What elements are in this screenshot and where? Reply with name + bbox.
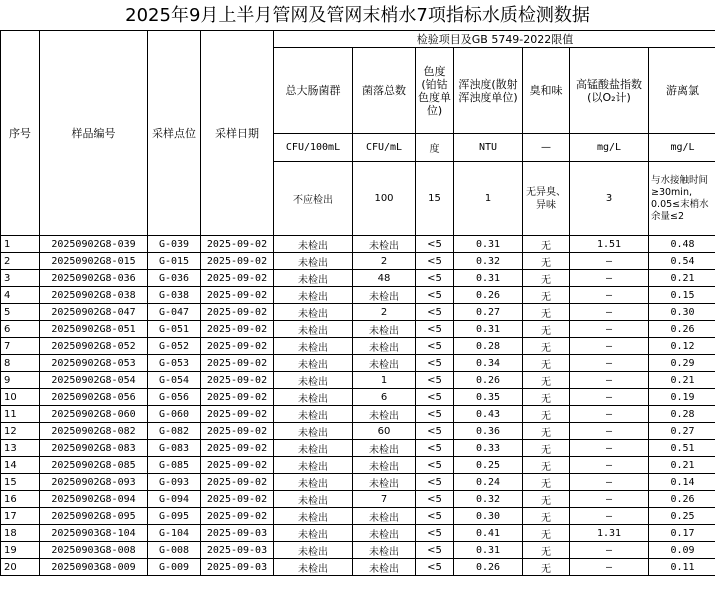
cell-turbidity: 0.31 <box>454 236 523 253</box>
table-row <box>1 525 715 542</box>
cell-color: <5 <box>416 542 454 559</box>
cell-free-chlorine: 0.51 <box>649 440 715 457</box>
header-item-limit: 15 <box>416 162 454 236</box>
cell-free-chlorine: 0.12 <box>649 338 715 355</box>
cell-permanganate: — <box>570 406 649 423</box>
cell-site: G-085 <box>148 457 201 474</box>
cell-free-chlorine: 0.54 <box>649 253 715 270</box>
cell-turbidity: 0.26 <box>454 372 523 389</box>
cell-color: <5 <box>416 457 454 474</box>
cell-color: <5 <box>416 440 454 457</box>
cell-date: 2025-09-02 <box>201 389 274 406</box>
cell-seq: 16 <box>1 491 40 508</box>
cell-free-chlorine: 0.21 <box>649 270 715 287</box>
cell-turbidity: 0.30 <box>454 508 523 525</box>
cell-permanganate: 1.51 <box>570 236 649 253</box>
cell-seq: 10 <box>1 389 40 406</box>
cell-sample-code: 20250902G8-095 <box>40 508 148 525</box>
cell-seq: 4 <box>1 287 40 304</box>
cell-odor: 无 <box>523 304 570 321</box>
cell-site: G-036 <box>148 270 201 287</box>
cell-date: 2025-09-02 <box>201 355 274 372</box>
cell-free-chlorine: 0.09 <box>649 542 715 559</box>
cell-colony-count: 未检出 <box>353 542 416 559</box>
table-row <box>1 321 715 338</box>
cell-coliform: 未检出 <box>274 406 353 423</box>
cell-date: 2025-09-02 <box>201 270 274 287</box>
cell-turbidity: 0.31 <box>454 321 523 338</box>
cell-sample-code: 20250902G8-053 <box>40 355 148 372</box>
cell-date: 2025-09-02 <box>201 253 274 270</box>
cell-sample-code: 20250902G8-051 <box>40 321 148 338</box>
cell-sample-code: 20250903G8-009 <box>40 559 148 576</box>
header-seq: 序号 <box>1 31 40 236</box>
table-row <box>1 304 715 321</box>
cell-turbidity: 0.35 <box>454 389 523 406</box>
cell-colony-count: 60 <box>353 423 416 440</box>
cell-permanganate: — <box>570 474 649 491</box>
cell-colony-count: 未检出 <box>353 287 416 304</box>
cell-colony-count: 未检出 <box>353 355 416 372</box>
cell-sample-code: 20250903G8-008 <box>40 542 148 559</box>
cell-free-chlorine: 0.15 <box>649 287 715 304</box>
cell-site: G-009 <box>148 559 201 576</box>
header-item-unit: 度 <box>416 134 454 162</box>
header-item-limit: 不应检出 <box>274 162 353 236</box>
cell-turbidity: 0.41 <box>454 525 523 542</box>
cell-coliform: 未检出 <box>274 270 353 287</box>
header-item-limit: 3 <box>570 162 649 236</box>
cell-free-chlorine: 0.29 <box>649 355 715 372</box>
cell-coliform: 未检出 <box>274 236 353 253</box>
cell-site: G-082 <box>148 423 201 440</box>
cell-odor: 无 <box>523 287 570 304</box>
cell-free-chlorine: 0.30 <box>649 304 715 321</box>
cell-odor: 无 <box>523 542 570 559</box>
cell-turbidity: 0.43 <box>454 406 523 423</box>
cell-date: 2025-09-02 <box>201 474 274 491</box>
cell-seq: 1 <box>1 236 40 253</box>
cell-colony-count: 未检出 <box>353 440 416 457</box>
cell-colony-count: 未检出 <box>353 508 416 525</box>
header-item-unit: mg/L <box>649 134 715 162</box>
cell-odor: 无 <box>523 474 570 491</box>
cell-seq: 19 <box>1 542 40 559</box>
cell-turbidity: 0.24 <box>454 474 523 491</box>
cell-colony-count: 7 <box>353 491 416 508</box>
cell-site: G-038 <box>148 287 201 304</box>
table-row <box>1 542 715 559</box>
cell-color: <5 <box>416 559 454 576</box>
cell-seq: 7 <box>1 338 40 355</box>
cell-permanganate: — <box>570 304 649 321</box>
cell-site: G-051 <box>148 321 201 338</box>
cell-seq: 3 <box>1 270 40 287</box>
cell-permanganate: — <box>570 372 649 389</box>
table-row <box>1 508 715 525</box>
cell-sample-code: 20250902G8-052 <box>40 338 148 355</box>
cell-colony-count: 未检出 <box>353 321 416 338</box>
cell-odor: 无 <box>523 525 570 542</box>
cell-color: <5 <box>416 287 454 304</box>
cell-colony-count: 2 <box>353 253 416 270</box>
cell-colony-count: 未检出 <box>353 236 416 253</box>
table-row <box>1 491 715 508</box>
cell-site: G-039 <box>148 236 201 253</box>
table-row <box>1 253 715 270</box>
cell-date: 2025-09-03 <box>201 542 274 559</box>
cell-sample-code: 20250902G8-054 <box>40 372 148 389</box>
cell-coliform: 未检出 <box>274 304 353 321</box>
header-item-unit: CFU/100mL <box>274 134 353 162</box>
header-item-name: 总大肠菌群 <box>274 48 353 134</box>
cell-color: <5 <box>416 491 454 508</box>
table-row <box>1 406 715 423</box>
cell-free-chlorine: 0.17 <box>649 525 715 542</box>
cell-coliform: 未检出 <box>274 508 353 525</box>
cell-coliform: 未检出 <box>274 525 353 542</box>
cell-site: G-008 <box>148 542 201 559</box>
cell-color: <5 <box>416 270 454 287</box>
cell-date: 2025-09-02 <box>201 491 274 508</box>
cell-date: 2025-09-02 <box>201 287 274 304</box>
cell-date: 2025-09-02 <box>201 440 274 457</box>
cell-permanganate: — <box>570 338 649 355</box>
header-item-name: 高锰酸盐指数(以O₂计) <box>570 48 649 134</box>
cell-color: <5 <box>416 355 454 372</box>
cell-color: <5 <box>416 389 454 406</box>
table-row <box>1 423 715 440</box>
cell-coliform: 未检出 <box>274 474 353 491</box>
cell-free-chlorine: 0.25 <box>649 508 715 525</box>
cell-permanganate: — <box>570 321 649 338</box>
cell-coliform: 未检出 <box>274 338 353 355</box>
cell-free-chlorine: 0.21 <box>649 372 715 389</box>
cell-seq: 8 <box>1 355 40 372</box>
cell-odor: 无 <box>523 253 570 270</box>
cell-coliform: 未检出 <box>274 372 353 389</box>
water-quality-table <box>0 30 715 576</box>
cell-seq: 20 <box>1 559 40 576</box>
cell-odor: 无 <box>523 508 570 525</box>
cell-turbidity: 0.33 <box>454 440 523 457</box>
cell-odor: 无 <box>523 457 570 474</box>
cell-permanganate: — <box>570 355 649 372</box>
cell-turbidity: 0.26 <box>454 287 523 304</box>
cell-site: G-056 <box>148 389 201 406</box>
cell-free-chlorine: 0.11 <box>649 559 715 576</box>
cell-odor: 无 <box>523 491 570 508</box>
cell-coliform: 未检出 <box>274 457 353 474</box>
header-item-unit: mg/L <box>570 134 649 162</box>
cell-free-chlorine: 0.26 <box>649 321 715 338</box>
cell-odor: 无 <box>523 236 570 253</box>
cell-coliform: 未检出 <box>274 355 353 372</box>
cell-color: <5 <box>416 525 454 542</box>
cell-color: <5 <box>416 338 454 355</box>
cell-free-chlorine: 0.28 <box>649 406 715 423</box>
cell-seq: 17 <box>1 508 40 525</box>
cell-permanganate: — <box>570 457 649 474</box>
table-row <box>1 236 715 253</box>
table-row <box>1 389 715 406</box>
cell-date: 2025-09-02 <box>201 423 274 440</box>
table-row <box>1 287 715 304</box>
cell-coliform: 未检出 <box>274 542 353 559</box>
header-item-unit: CFU/mL <box>353 134 416 162</box>
cell-turbidity: 0.25 <box>454 457 523 474</box>
table-row <box>1 457 715 474</box>
header-item-name: 臭和味 <box>523 48 570 134</box>
header-item-limit: 100 <box>353 162 416 236</box>
cell-site: G-015 <box>148 253 201 270</box>
cell-seq: 2 <box>1 253 40 270</box>
cell-permanganate: — <box>570 542 649 559</box>
cell-sample-code: 20250902G8-093 <box>40 474 148 491</box>
cell-seq: 18 <box>1 525 40 542</box>
cell-turbidity: 0.31 <box>454 542 523 559</box>
cell-site: G-095 <box>148 508 201 525</box>
cell-site: G-054 <box>148 372 201 389</box>
cell-permanganate: — <box>570 559 649 576</box>
header-item-name: 游离氯 <box>649 48 715 134</box>
table-row <box>1 338 715 355</box>
table-row <box>1 440 715 457</box>
cell-sample-code: 20250902G8-082 <box>40 423 148 440</box>
cell-date: 2025-09-02 <box>201 457 274 474</box>
cell-color: <5 <box>416 423 454 440</box>
cell-date: 2025-09-02 <box>201 508 274 525</box>
cell-free-chlorine: 0.48 <box>649 236 715 253</box>
cell-sample-code: 20250903G8-104 <box>40 525 148 542</box>
header-sample-code: 样品编号 <box>40 31 148 236</box>
cell-seq: 13 <box>1 440 40 457</box>
cell-date: 2025-09-02 <box>201 304 274 321</box>
cell-sample-code: 20250902G8-047 <box>40 304 148 321</box>
cell-date: 2025-09-03 <box>201 559 274 576</box>
cell-odor: 无 <box>523 406 570 423</box>
cell-seq: 9 <box>1 372 40 389</box>
table-row <box>1 355 715 372</box>
cell-site: G-083 <box>148 440 201 457</box>
cell-colony-count: 未检出 <box>353 457 416 474</box>
cell-colony-count: 2 <box>353 304 416 321</box>
cell-color: <5 <box>416 406 454 423</box>
cell-odor: 无 <box>523 440 570 457</box>
table-row <box>1 559 715 576</box>
header-site: 采样点位 <box>148 31 201 236</box>
header-item-unit: — <box>523 134 570 162</box>
table-row <box>1 474 715 491</box>
header-item-limit: 1 <box>454 162 523 236</box>
cell-coliform: 未检出 <box>274 423 353 440</box>
cell-colony-count: 未检出 <box>353 338 416 355</box>
cell-site: G-052 <box>148 338 201 355</box>
cell-odor: 无 <box>523 559 570 576</box>
cell-coliform: 未检出 <box>274 559 353 576</box>
cell-color: <5 <box>416 372 454 389</box>
page-title: 2025年9月上半月管网及管网末梢水7项指标水质检测数据 <box>125 5 590 26</box>
header-item-name: 浑浊度(散射浑浊度单位) <box>454 48 523 134</box>
cell-sample-code: 20250902G8-039 <box>40 236 148 253</box>
cell-turbidity: 0.34 <box>454 355 523 372</box>
cell-seq: 14 <box>1 457 40 474</box>
cell-color: <5 <box>416 236 454 253</box>
cell-turbidity: 0.27 <box>454 304 523 321</box>
cell-odor: 无 <box>523 372 570 389</box>
cell-odor: 无 <box>523 389 570 406</box>
cell-free-chlorine: 0.14 <box>649 474 715 491</box>
cell-date: 2025-09-02 <box>201 321 274 338</box>
cell-odor: 无 <box>523 423 570 440</box>
cell-odor: 无 <box>523 355 570 372</box>
table-row <box>1 372 715 389</box>
cell-sample-code: 20250902G8-083 <box>40 440 148 457</box>
cell-permanganate: — <box>570 508 649 525</box>
header-item-limit: 与水接触时间≥30min, 0.05≤末梢水余量≤2 <box>649 162 715 236</box>
cell-coliform: 未检出 <box>274 491 353 508</box>
cell-turbidity: 0.26 <box>454 559 523 576</box>
cell-odor: 无 <box>523 338 570 355</box>
header-item-name: 菌落总数 <box>353 48 416 134</box>
cell-sample-code: 20250902G8-056 <box>40 389 148 406</box>
cell-seq: 11 <box>1 406 40 423</box>
cell-date: 2025-09-03 <box>201 525 274 542</box>
cell-turbidity: 0.31 <box>454 270 523 287</box>
table-row <box>1 270 715 287</box>
header-limit-group: 检验项目及GB 5749-2022限值 <box>274 31 715 48</box>
header-date: 采样日期 <box>201 31 274 236</box>
cell-site: G-094 <box>148 491 201 508</box>
cell-free-chlorine: 0.26 <box>649 491 715 508</box>
cell-permanganate: 1.31 <box>570 525 649 542</box>
cell-turbidity: 0.36 <box>454 423 523 440</box>
cell-site: G-104 <box>148 525 201 542</box>
cell-seq: 15 <box>1 474 40 491</box>
cell-free-chlorine: 0.19 <box>649 389 715 406</box>
cell-color: <5 <box>416 304 454 321</box>
header-item-name: 色度(铂钴色度单位) <box>416 48 454 134</box>
cell-colony-count: 1 <box>353 372 416 389</box>
cell-colony-count: 未检出 <box>353 559 416 576</box>
cell-colony-count: 6 <box>353 389 416 406</box>
cell-site: G-060 <box>148 406 201 423</box>
cell-permanganate: — <box>570 440 649 457</box>
cell-sample-code: 20250902G8-036 <box>40 270 148 287</box>
cell-date: 2025-09-02 <box>201 406 274 423</box>
cell-permanganate: — <box>570 389 649 406</box>
cell-odor: 无 <box>523 321 570 338</box>
cell-coliform: 未检出 <box>274 389 353 406</box>
cell-coliform: 未检出 <box>274 253 353 270</box>
cell-seq: 5 <box>1 304 40 321</box>
cell-coliform: 未检出 <box>274 440 353 457</box>
header-item-unit: NTU <box>454 134 523 162</box>
cell-seq: 12 <box>1 423 40 440</box>
cell-seq: 6 <box>1 321 40 338</box>
cell-permanganate: — <box>570 270 649 287</box>
cell-turbidity: 0.32 <box>454 253 523 270</box>
cell-sample-code: 20250902G8-085 <box>40 457 148 474</box>
cell-turbidity: 0.28 <box>454 338 523 355</box>
cell-permanganate: — <box>570 253 649 270</box>
cell-sample-code: 20250902G8-094 <box>40 491 148 508</box>
cell-date: 2025-09-02 <box>201 338 274 355</box>
cell-site: G-047 <box>148 304 201 321</box>
cell-coliform: 未检出 <box>274 287 353 304</box>
cell-date: 2025-09-02 <box>201 372 274 389</box>
cell-color: <5 <box>416 474 454 491</box>
cell-colony-count: 未检出 <box>353 406 416 423</box>
cell-coliform: 未检出 <box>274 321 353 338</box>
cell-permanganate: — <box>570 491 649 508</box>
cell-sample-code: 20250902G8-060 <box>40 406 148 423</box>
cell-colony-count: 未检出 <box>353 474 416 491</box>
cell-colony-count: 48 <box>353 270 416 287</box>
header-item-limit: 无异臭、异味 <box>523 162 570 236</box>
cell-color: <5 <box>416 321 454 338</box>
cell-site: G-093 <box>148 474 201 491</box>
cell-turbidity: 0.32 <box>454 491 523 508</box>
cell-odor: 无 <box>523 270 570 287</box>
cell-color: <5 <box>416 253 454 270</box>
cell-sample-code: 20250902G8-038 <box>40 287 148 304</box>
cell-free-chlorine: 0.27 <box>649 423 715 440</box>
cell-site: G-053 <box>148 355 201 372</box>
cell-color: <5 <box>416 508 454 525</box>
cell-colony-count: 未检出 <box>353 525 416 542</box>
cell-free-chlorine: 0.21 <box>649 457 715 474</box>
cell-sample-code: 20250902G8-015 <box>40 253 148 270</box>
cell-date: 2025-09-02 <box>201 236 274 253</box>
cell-permanganate: — <box>570 287 649 304</box>
cell-permanganate: — <box>570 423 649 440</box>
